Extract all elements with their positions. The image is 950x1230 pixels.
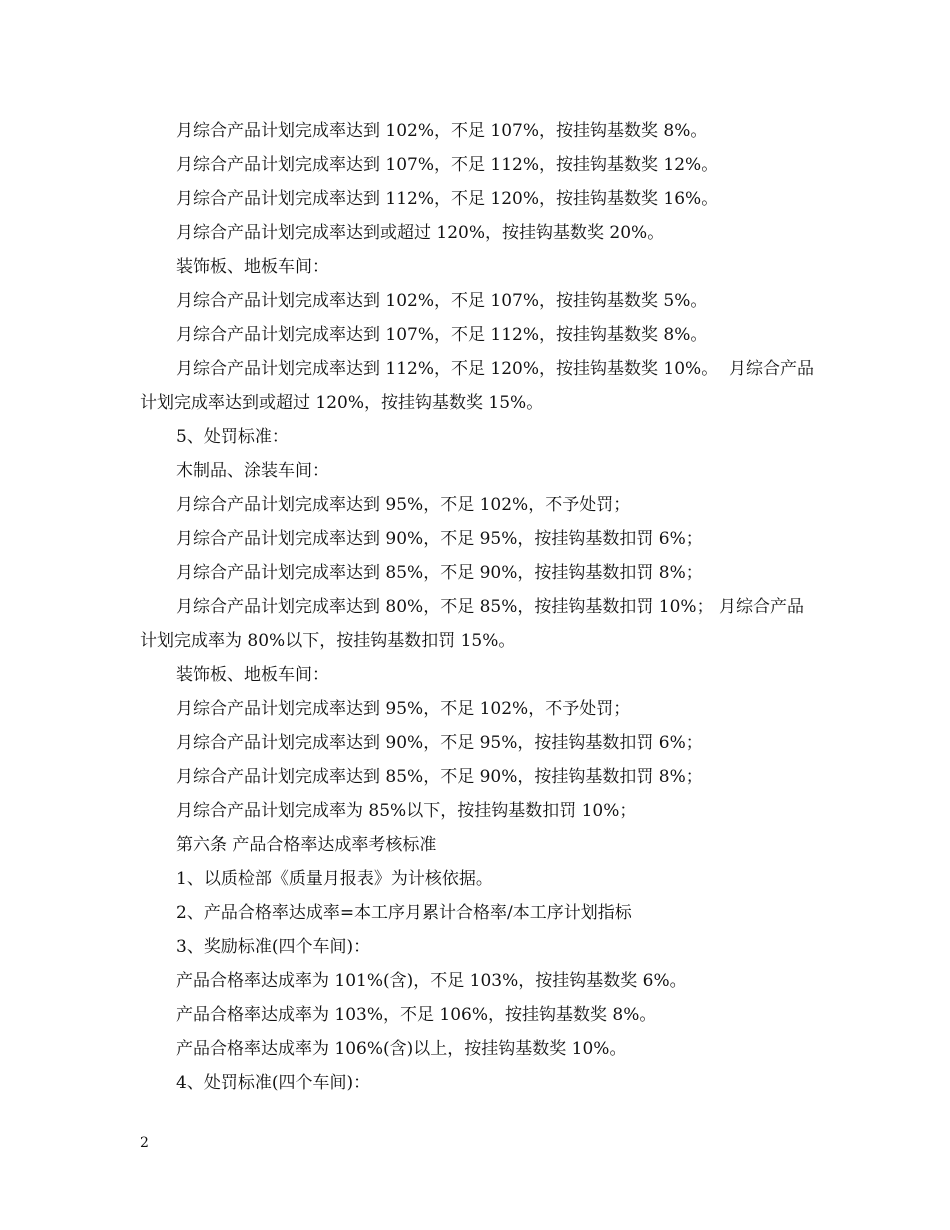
text-line: 月综合产品计划完成率达到或超过 120%，按挂钩基数奖 20%。	[176, 223, 665, 243]
text-line: 月综合产品计划完成率为 85%以下，按挂钩基数扣罚 10%；	[176, 801, 637, 821]
section-heading: 5、处罚标准：	[176, 427, 289, 447]
section-heading: 4、处罚标准(四个车间)：	[176, 1073, 371, 1093]
text-line: 月综合产品计划完成率达到 112%，不足 120%，按挂钩基数奖 16%。	[176, 189, 719, 209]
page-number: 2	[140, 1135, 149, 1151]
article-heading: 第六条 产品合格率达成率考核标准	[176, 835, 437, 855]
text-line: 月综合产品计划完成率达到 107%，不足 112%，按挂钩基数奖 8%。	[176, 325, 708, 345]
text-line: 2、产品合格率达成率=本工序月累计合格率/本工序计划指标	[176, 903, 632, 923]
text-line: 月综合产品计划完成率达到 90%，不足 95%，按挂钩基数扣罚 6%；	[176, 529, 703, 549]
text-line: 月综合产品计划完成率达到 107%，不足 112%，按挂钩基数奖 12%。	[176, 155, 719, 175]
text-line: 产品合格率达成率为 106%(含)以上，按挂钩基数奖 10%。	[176, 1039, 627, 1059]
section-heading: 装饰板、地板车间：	[176, 257, 329, 277]
text-paragraph: 月综合产品计划完成率达到 112%，不足 120%，按挂钩基数奖 10%。 月综合产品计划完成率达到或超过 120%，按挂钩基数奖 15%。	[140, 359, 815, 413]
text-line: 月综合产品计划完成率达到 102%，不足 107%，按挂钩基数奖 8%。	[176, 121, 708, 141]
section-heading: 3、奖励标准(四个车间)：	[176, 937, 371, 957]
text-line: 月综合产品计划完成率达到 95%，不足 102%，不予处罚；	[176, 495, 631, 515]
section-heading: 装饰板、地板车间：	[176, 665, 329, 685]
text-line: 1、以质检部《质量月报表》为计核依据。	[176, 869, 493, 889]
text-line: 月综合产品计划完成率达到 102%，不足 107%，按挂钩基数奖 5%。	[176, 291, 708, 311]
text-line: 月综合产品计划完成率达到 85%，不足 90%，按挂钩基数扣罚 8%；	[176, 767, 703, 787]
text-line: 月综合产品计划完成率达到 95%，不足 102%，不予处罚；	[176, 699, 631, 719]
text-paragraph: 月综合产品计划完成率达到 80%，不足 85%，按挂钩基数扣罚 10%； 月综合产品计划完成率为 80%以下，按挂钩基数扣罚 15%。	[140, 597, 804, 651]
text-line: 产品合格率达成率为 101%(含)，不足 103%，按挂钩基数奖 6%。	[176, 971, 687, 991]
text-line: 月综合产品计划完成率达到 90%，不足 95%，按挂钩基数扣罚 6%；	[176, 733, 703, 753]
text-line: 产品合格率达成率为 103%，不足 106%，按挂钩基数奖 8%。	[176, 1005, 657, 1025]
text-line: 月综合产品计划完成率达到 85%，不足 90%，按挂钩基数扣罚 8%；	[176, 563, 703, 583]
section-heading: 木制品、涂装车间：	[176, 461, 329, 481]
